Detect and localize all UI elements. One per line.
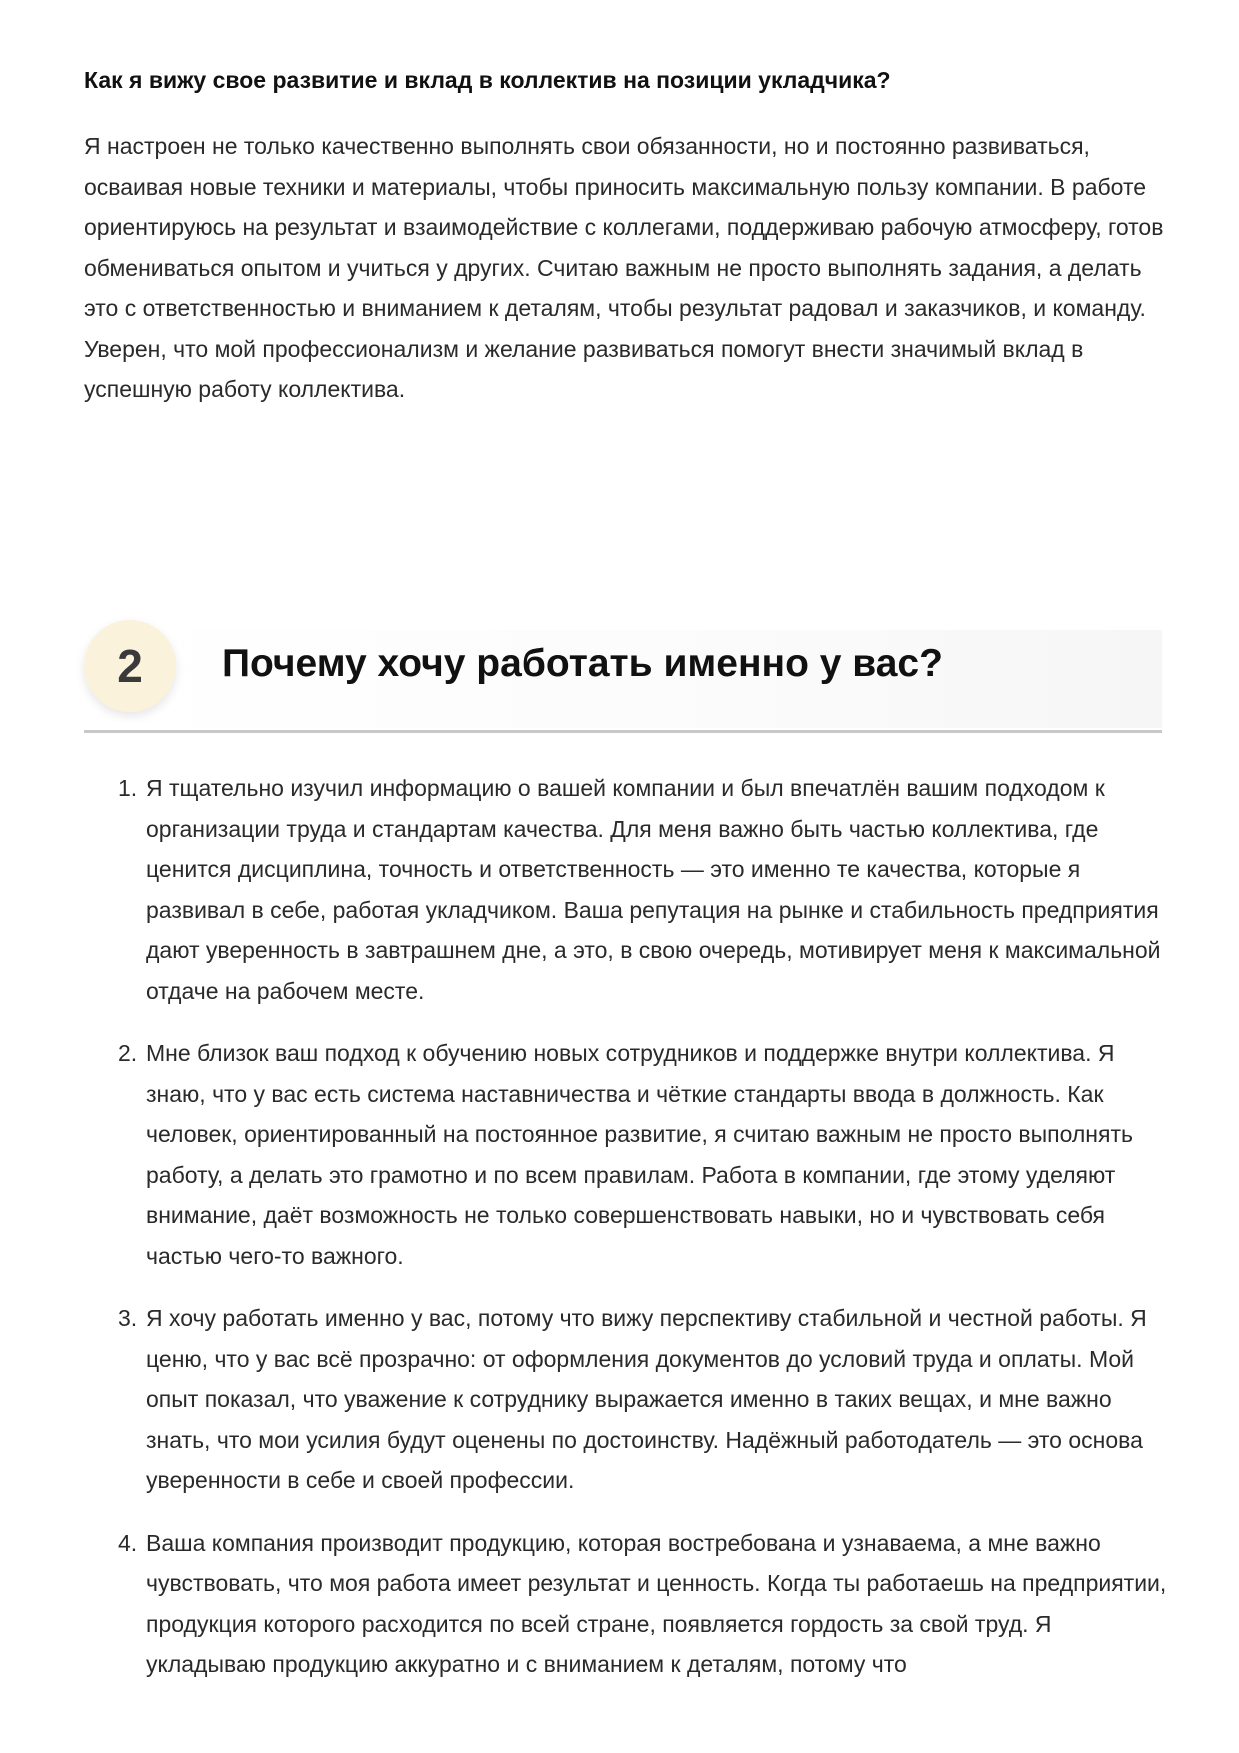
list-item bbox=[118, 1033, 1169, 1276]
intro-heading: Как я вижу свое развитие и вклад в коллектив на позиции укладчика? bbox=[84, 67, 891, 93]
list-item-number: 2. bbox=[118, 1040, 138, 1066]
list-item-text: Я хочу работать именно у вас, потому что вижу перспективу стабильной и честной работы. Я ценю, что у вас всё прозрачно: от оформления документов до условий труда и оплаты. Мой опыт показал, что уважение к сотруднику выражается именно в таких вещах, и мне важно знать, что мои усилия будут оценены по достоинству. Надёжный работодатель — это основа уверенности в себе и своей профессии. bbox=[146, 1305, 1147, 1493]
intro-paragraph: Я настроен не только качественно выполнять свои обязанности, но и постоянно развиваться, осваивая новые техники и материалы, чтобы приносить максимальную пользу компании. В работе ориентируюсь на результат и взаимодействие с коллегами, поддерживаю рабочую атмосферу, готов обмениваться опытом и учиться у других. Считаю важным не просто выполнять задания, а делать это с ответственностью и вниманием к деталям, чтобы результат радовал и заказчиков, и команду. Уверен, что мой профессионализм и желание развиваться помогут внести значимый вклад в успешную работу коллектива. bbox=[84, 133, 1164, 402]
list-item-number: 4. bbox=[118, 1529, 138, 1556]
list-item-number: 3. bbox=[118, 1305, 138, 1331]
list-item bbox=[118, 1523, 1169, 1685]
list-item-text: Мне близок ваш подход к обучению новых сотрудников и поддержке внутри коллектива. Я знаю, что у вас есть система наставничества и чёткие стандарты ввода в должность. Как человек, ориентированный на постоянное развитие, я считаю важным не просто выполнять работу, а делать это грамотно и по всем правилам. Работа в компании, где этому уделяют внимание, даёт возможность не только совершенствовать навыки, но и чувствовать себя частью чего-то важного. bbox=[146, 1040, 1133, 1269]
list-item bbox=[118, 1298, 1169, 1501]
list-item bbox=[118, 768, 1169, 1011]
reasons-list bbox=[84, 768, 1169, 1707]
section-header bbox=[84, 620, 1162, 733]
list-item-number: 1. bbox=[118, 775, 138, 801]
list-item-text: Ваша компания производит продукцию, которая востребована и узнаваема, а мне важно чувствовать, что моя работа имеет результат и ценность. Когда ты работаешь на предприятии, продукция которого расходится по всей стране, появляется гордость за свой труд. Я укладываю продукцию аккуратно и с вниманием к деталям, потому что bbox=[146, 1529, 1167, 1677]
section-title: Почему хочу работать именно у вас? bbox=[222, 642, 943, 685]
section-number-badge: 2 bbox=[84, 620, 176, 712]
list-item-text: Я тщательно изучил информацию о вашей компании и был впечатлён вашим подходом к организации труда и стандартам качества. Для меня важно быть частью коллектива, где ценится дисциплина, точность и ответственность — это именно те качества, которые я развивал в себе, работая укладчиком. Ваша репутация на рынке и стабильность предприятия дают уверенность в завтрашнем дне, а это, в свою очередь, мотивирует меня к максимальной отдаче на рабочем месте. bbox=[146, 775, 1161, 1004]
